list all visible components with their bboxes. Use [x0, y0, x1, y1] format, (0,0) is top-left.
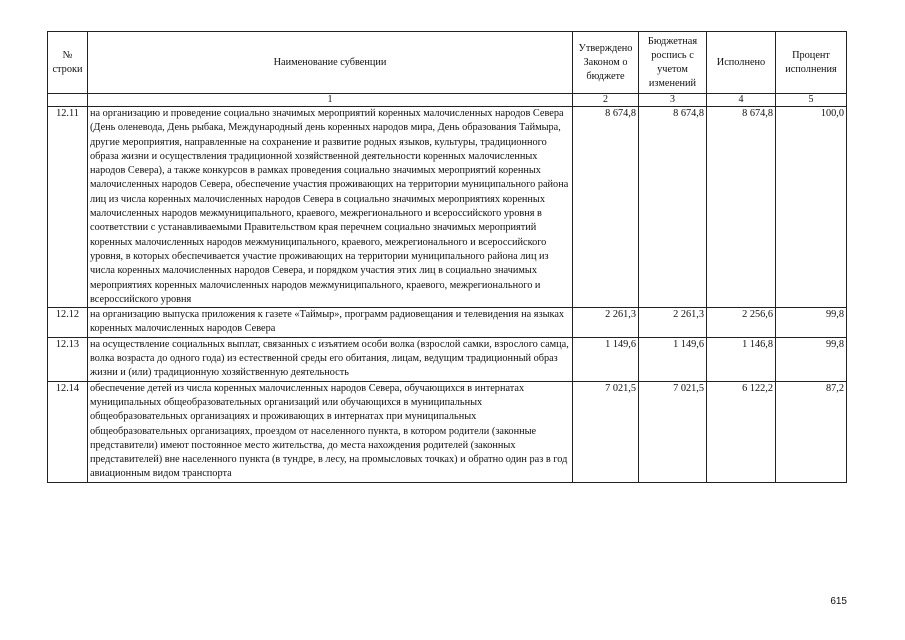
- header-row: [48, 32, 847, 94]
- column-number-row: [48, 94, 847, 107]
- table-row: [48, 308, 847, 338]
- subvention-table: [47, 31, 847, 483]
- header-name: Наименование субвенции: [88, 32, 573, 94]
- row-number: 12.13: [48, 337, 88, 381]
- executed-value: 6 122,2: [707, 381, 776, 482]
- budget-value: 2 261,3: [639, 308, 707, 338]
- executed-value: 2 256,6: [707, 308, 776, 338]
- budget-value: 1 149,6: [639, 337, 707, 381]
- budget-value: 8 674,8: [639, 107, 707, 308]
- subvention-name: на организацию и проведение социально значимых мероприятий коренных малочисленных народов Севера (День оленевода, День рыбака, Международный день коренных народов мира, День образования Таймыра, другие мероприятия, направленные на сохранение и развитие родных языков, культуры, традиционного образа жизни и осуществления традиционной хозяйственной деятельности коренных малочисленных народов Севера), а также конкурсов в рамках проведения социально значимых мероприятий коренных малочисленных народов Севера, обеспечение участия проживающих на территории муниципального района лиц из числа коренных малочисленных народов Севера в социально значимых мероприятиях коренных малочисленных народов межмуниципального, краевого, межрегионального и всероссийского уровня в соответствии с устанавливаемыми Правительством края перечнем социально значимых мероприятий коренных малочисленных народов межмуниципального, краевого, межрегионального и всероссийского уровня, в которых обеспечивается участие проживающих на территории муниципального района лиц из числа коренных малочисленных народов Севера, и порядком участия этих лиц в социально значимых мероприятиях коренных малочисленных народов межмуниципального, краевого, межрегионального и всероссийского уровня: [88, 107, 573, 308]
- percent-value: 99,8: [776, 337, 847, 381]
- column-number: 4: [707, 94, 776, 107]
- approved-value: 2 261,3: [573, 308, 639, 338]
- executed-value: 1 146,8: [707, 337, 776, 381]
- column-number: 3: [639, 94, 707, 107]
- header-budget: Бюджетная роспись с учетом изменений: [639, 32, 707, 94]
- percent-value: 99,8: [776, 308, 847, 338]
- percent-value: 100,0: [776, 107, 847, 308]
- executed-value: 8 674,8: [707, 107, 776, 308]
- header-approved: Утверждено Законом о бюджете: [573, 32, 639, 94]
- table-row: [48, 381, 847, 482]
- table-row: [48, 107, 847, 308]
- subvention-name: на осуществление социальных выплат, связанных с изъятием особи волка (взрослой самки, взрослого самца, волка возраста до одного года) из естественной среды его обитания, лицам, ведущим традиционный образ жизни и (или) традиционную хозяйственную деятельность: [88, 337, 573, 381]
- row-number: 12.11: [48, 107, 88, 308]
- column-number-empty: [48, 94, 88, 107]
- row-number: 12.12: [48, 308, 88, 338]
- column-number: 1: [88, 94, 573, 107]
- column-number: 2: [573, 94, 639, 107]
- header-row-no: № строки: [48, 32, 88, 94]
- approved-value: 7 021,5: [573, 381, 639, 482]
- approved-value: 1 149,6: [573, 337, 639, 381]
- header-percent: Процент исполнения: [776, 32, 847, 94]
- budget-value: 7 021,5: [639, 381, 707, 482]
- header-executed: Исполнено: [707, 32, 776, 94]
- percent-value: 87,2: [776, 381, 847, 482]
- page-number: 615: [830, 596, 847, 607]
- column-number: 5: [776, 94, 847, 107]
- subvention-name: обеспечение детей из числа коренных малочисленных народов Севера, обучающихся в интернатах муниципальных общеобразовательных организаций или обучающихся в муниципальных общеобразовательных организациях и проживающих в интернатах при муниципальных общеобразовательных организациях, проездом от населенного пункта, в котором родители (законные представители) имеют постоянное место жительства, до места нахождения родителей (законных представителей) вне населенного пункта (в тундре, в лесу, на промысловых точках) и обратно один раз в год авиационным видом транспорта: [88, 381, 573, 482]
- subvention-name: на организацию выпуска приложения к газете «Таймыр», программ радиовещания и телевидения на языках коренных малочисленных народов Севера: [88, 308, 573, 338]
- approved-value: 8 674,8: [573, 107, 639, 308]
- table-row: [48, 337, 847, 381]
- row-number: 12.14: [48, 381, 88, 482]
